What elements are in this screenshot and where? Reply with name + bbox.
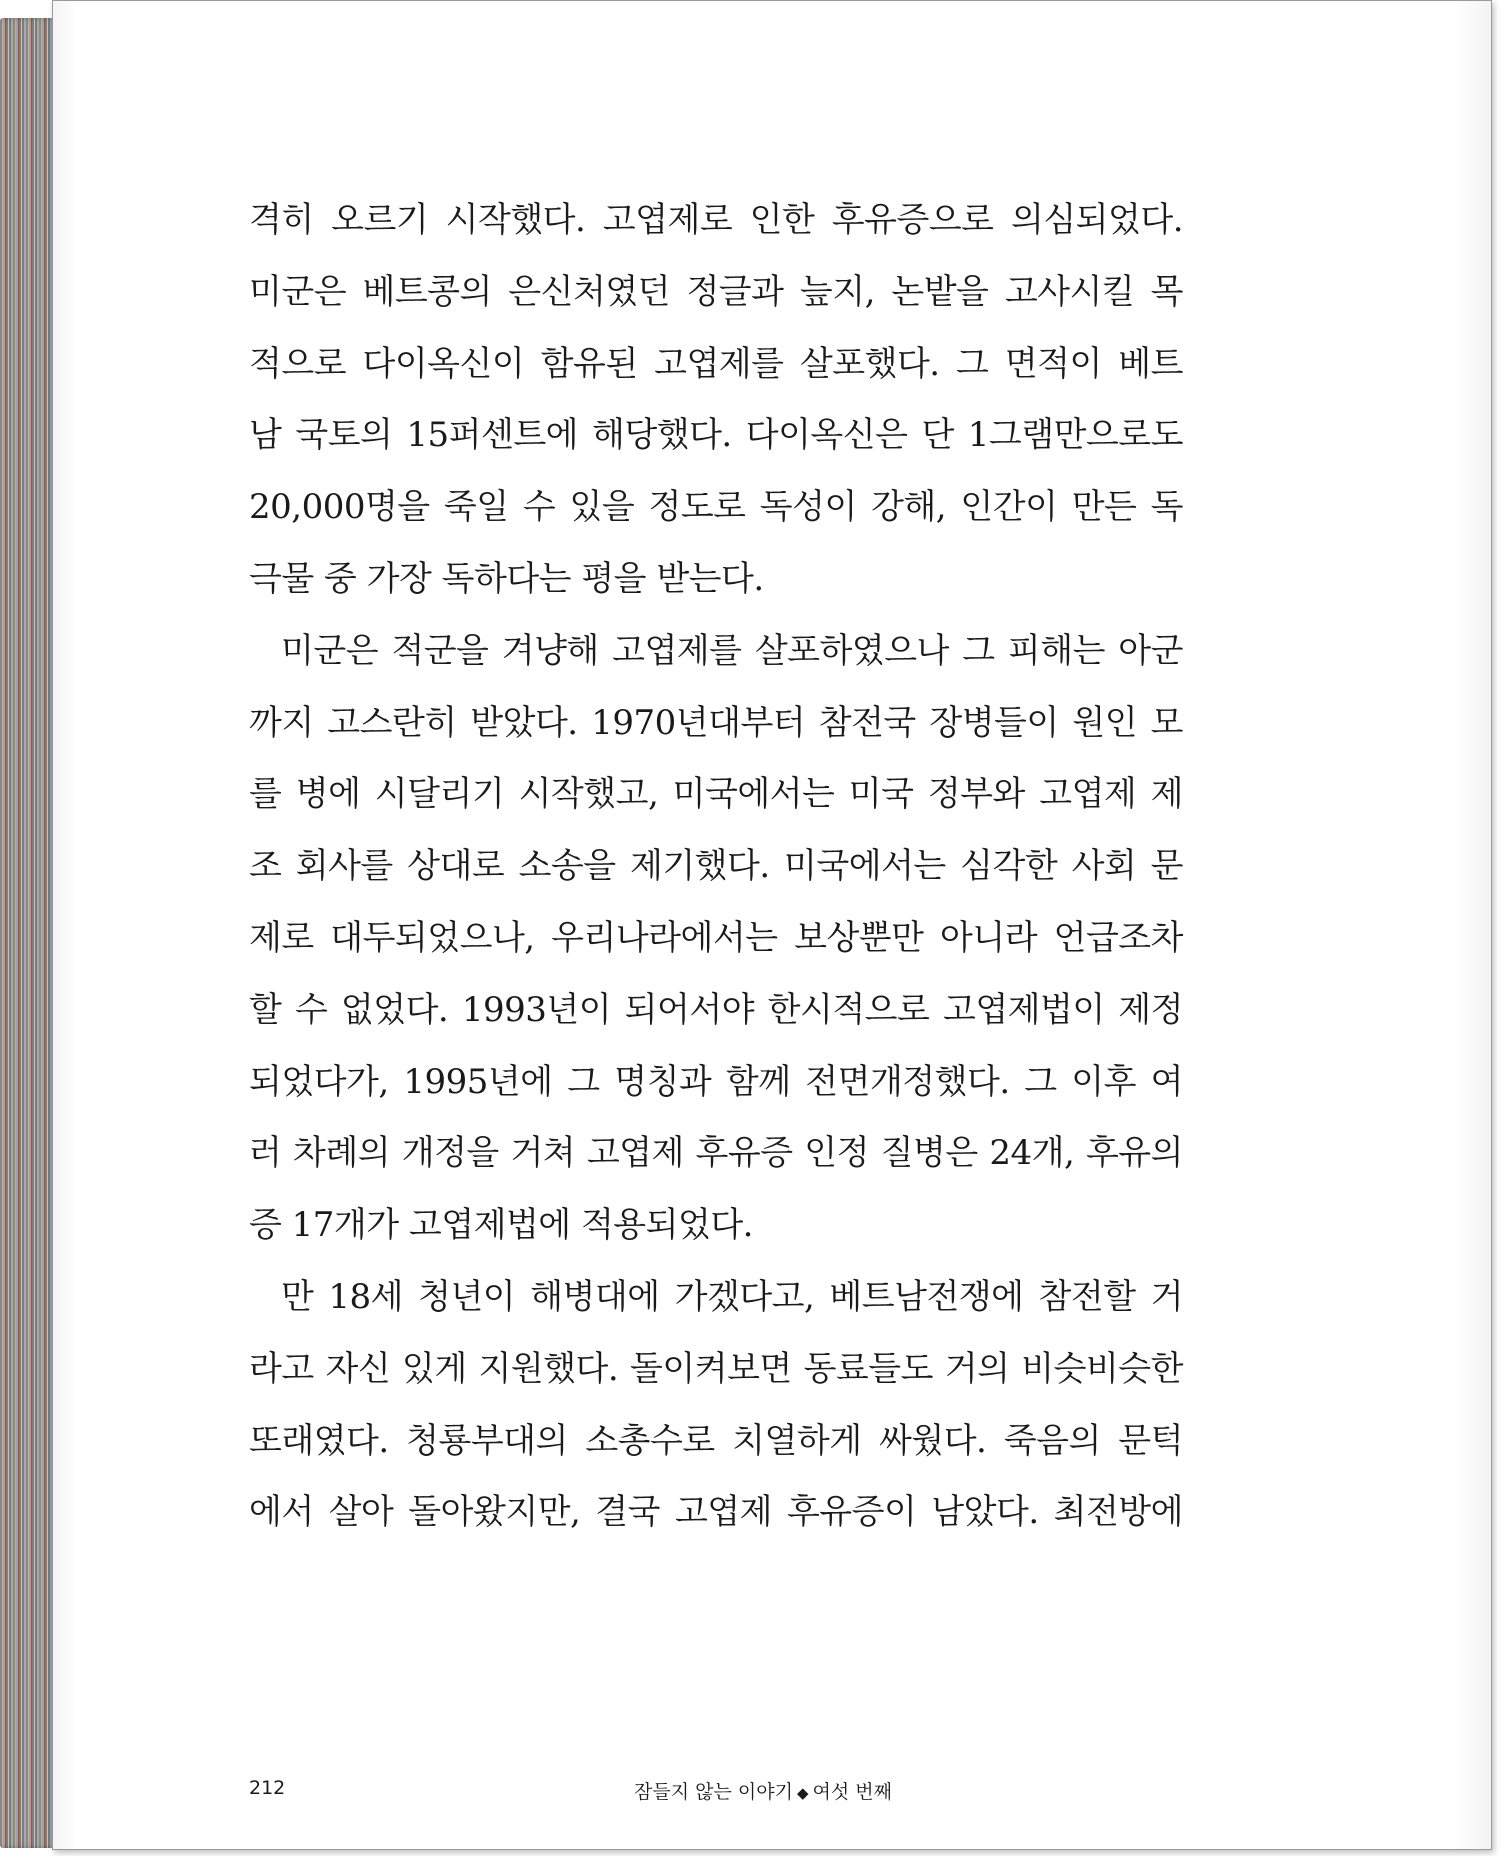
text-line: 러 차례의 개정을 거쳐 고엽제 후유증 인정 질병은 24개, 후유의 xyxy=(249,1133,1183,1174)
page-edges xyxy=(0,18,58,1848)
text-line: 제로 대두되었으나, 우리나라에서는 보상뿐만 아니라 언급조차 xyxy=(249,917,1183,958)
book-title: 잠들지 않는 이야기 xyxy=(634,1781,793,1803)
chapter-label: 여섯 번째 xyxy=(812,1781,892,1803)
text-line: 적으로 다이옥신이 함유된 고엽제를 살포했다. 그 면적이 베트 xyxy=(249,343,1183,384)
text-line: 에서 살아 돌아왔지만, 결국 고엽제 후유증이 남았다. 최전방에 xyxy=(249,1492,1183,1533)
text-line: 20,000명을 죽일 수 있을 정도로 독성이 강해, 인간이 만든 독 xyxy=(249,487,1183,528)
text-line: 또래였다. 청룡부대의 소총수로 치열하게 싸웠다. 죽음의 문턱 xyxy=(249,1420,1183,1461)
text-line: 할 수 없었다. 1993년이 되어서야 한시적으로 고엽제법이 제정 xyxy=(249,989,1183,1030)
text-line: 미군은 베트콩의 은신처였던 정글과 늪지, 논밭을 고사시킬 목 xyxy=(249,271,1183,312)
body-text xyxy=(249,185,1183,1549)
text-line: 를 병에 시달리기 시작했고, 미국에서는 미국 정부와 고엽제 제 xyxy=(249,774,1183,815)
text-line: 까지 고스란히 받았다. 1970년대부터 참전국 장병들이 원인 모 xyxy=(249,702,1183,743)
text-line: 되었다가, 1995년에 그 명칭과 함께 전면개정했다. 그 이후 여 xyxy=(249,1061,1183,1102)
text-line: 조 회사를 상대로 소송을 제기했다. 미국에서는 심각한 사회 문 xyxy=(249,846,1183,887)
text-line: 만 18세 청년이 해병대에 가겠다고, 베트남전쟁에 참전할 거 xyxy=(281,1276,1183,1317)
text-line: 증 17개가 고엽제법에 적용되었다. xyxy=(249,1205,753,1246)
text-line: 남 국토의 15퍼센트에 해당했다. 다이옥신은 단 1그램만으로도 xyxy=(249,415,1183,456)
page-number: 212 xyxy=(249,1777,286,1799)
running-head xyxy=(543,1777,983,1804)
text-line: 미군은 적군을 겨냥해 고엽제를 살포하였으나 그 피해는 아군 xyxy=(281,630,1183,671)
text-line: 라고 자신 있게 지원했다. 돌이켜보면 동료들도 거의 비슷비슷한 xyxy=(249,1348,1183,1389)
text-line: 극물 중 가장 독하다는 평을 받는다. xyxy=(249,558,764,599)
book-page xyxy=(52,0,1492,1850)
diamond-icon: ◆ xyxy=(796,1784,809,1802)
text-line: 격히 오르기 시작했다. 고엽제로 인한 후유증으로 의심되었다. xyxy=(249,200,1183,240)
